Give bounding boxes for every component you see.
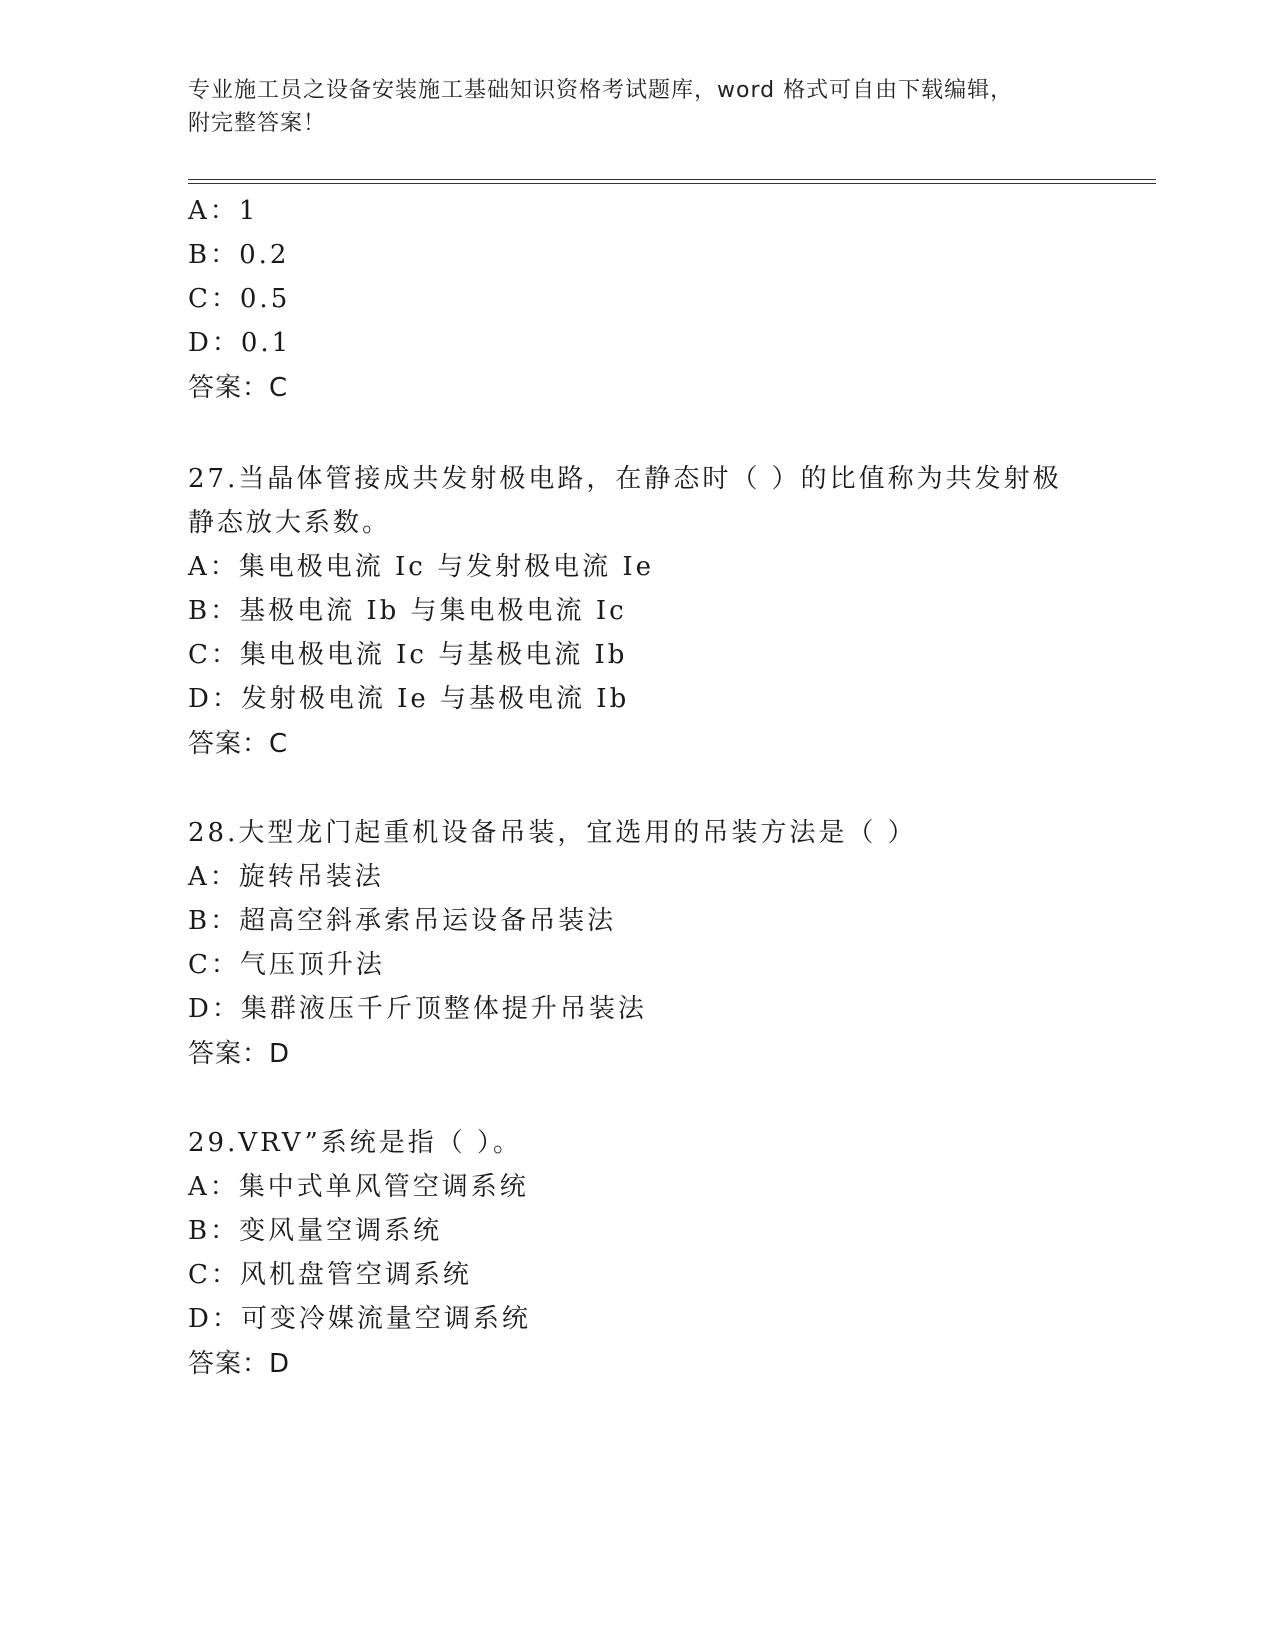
header-title-line1: 专业施工员之设备安装施工基础知识资格考试题库，word 格式可自由下载编辑， [188, 78, 1014, 103]
q28-option-c: C：气压顶升法 [188, 950, 385, 980]
prev-option-a: A：1 [188, 196, 259, 226]
prev-option-c: C：0.5 [188, 284, 291, 314]
q28-option-d: D：集群液压千斤顶整体提升吊装法 [188, 994, 647, 1024]
document-header [188, 74, 1088, 140]
q29-option-d: D：可变冷媒流量空调系统 [188, 1304, 531, 1334]
q27-option-c: C：集电极电流 Ic 与基极电流 Ib [188, 640, 628, 670]
q28-option-b: B：超高空斜承索吊运设备吊装法 [188, 906, 617, 936]
q27-stem-line2: 静态放大系数。 [188, 508, 392, 538]
header-title-line2: 附完整答案！ [188, 111, 327, 136]
prev-option-d: D：0.1 [188, 328, 292, 358]
q27-answer: 答案：C [188, 729, 289, 759]
q29-option-c: C：风机盘管空调系统 [188, 1260, 472, 1290]
header-divider-bottom [188, 183, 1156, 184]
prev-option-b: B：0.2 [188, 240, 290, 270]
header-divider-top [188, 179, 1156, 180]
q28-stem-line1: 28.大型龙门起重机设备吊装，宜选用的吊装方法是（ ） [188, 818, 917, 848]
q27-stem-line1: 27.当晶体管接成共发射极电路，在静态时（ ）的比值称为共发射极 [188, 464, 1062, 494]
q27-option-a: A：集电极电流 Ic 与发射极电流 Ie [188, 552, 655, 582]
q28-option-a: A：旋转吊装法 [188, 862, 384, 892]
q29-answer: 答案：D [188, 1349, 291, 1379]
q28-answer: 答案：D [188, 1039, 291, 1069]
q27-option-d: D：发射极电流 Ie 与基极电流 Ib [188, 684, 630, 714]
prev-answer: 答案：C [188, 373, 289, 403]
q27-option-b: B：基极电流 Ib 与集电极电流 Ic [188, 596, 627, 626]
q29-option-a: A：集中式单风管空调系统 [188, 1172, 529, 1202]
q29-stem-line1: 29.VRV”系统是指（ ）。 [188, 1128, 523, 1158]
q29-option-b: B：变风量空调系统 [188, 1216, 443, 1246]
